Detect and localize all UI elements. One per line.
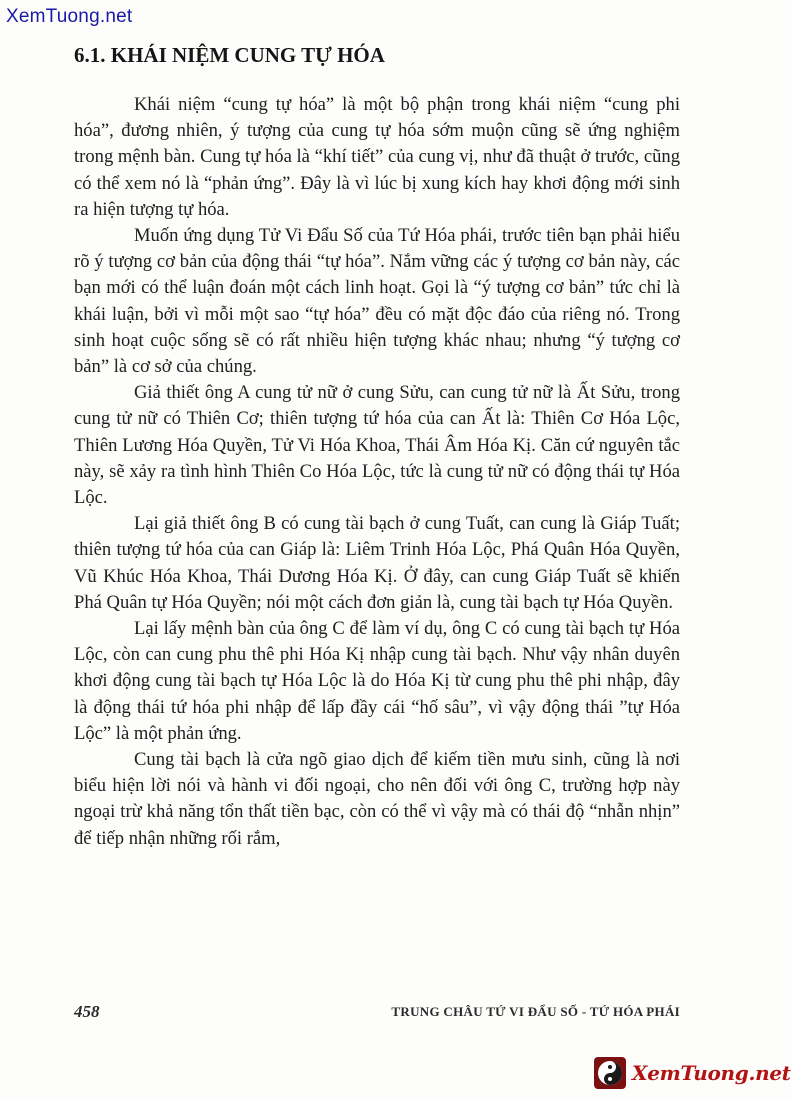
yin-yang-icon bbox=[594, 1057, 626, 1089]
page-footer bbox=[74, 1002, 680, 1026]
site-logo bbox=[594, 1056, 791, 1090]
paragraph-5: Lại lấy mệnh bàn của ông C để làm ví dụ, ông C có cung tài bạch tự Hóa Lộc, còn can cung phu thê phi Hóa Kị nhập cung tài bạch. Như vậy nhân duyên khơi động cung tài bạch tự Hóa Lộc là do Hóa Kị từ cung phu thê phi nhập, đây là động thái tứ hóa phi nhập để lấp đầy cái “hố sâu”, vì vậy động thái ”tự Hóa Lộc” là một phản ứng. bbox=[74, 618, 680, 744]
paragraph-3: Giả thiết ông A cung tử nữ ở cung Sửu, can cung tử nữ là Ất Sửu, trong cung tử nữ có Thiên Cơ; thiên tượng tứ hóa của can Ất là: Thiên Cơ Hóa Lộc, Thiên Lương Hóa Quyền, Tử Vi Hóa Khoa, Thái Âm Hóa Kị. Căn cứ nguyên tắc này, sẽ xảy ra tình hình Thiên Co Hóa Lộc, tức là cung tử nữ có động thái tự Hóa Lộc. bbox=[74, 382, 680, 509]
paragraph-4: Lại giả thiết ông B có cung tài bạch ở cung Tuất, can cung là Giáp Tuất; thiên tượng tứ hóa của can Giáp là: Liêm Trinh Hóa Lộc, Phá Quân Hóa Quyền, Vũ Khúc Hóa Khoa, Thái Dương Hóa Kị. Ở đây, can cung Giáp Tuất sẽ khiến Phá Quân tự Hóa Quyền; nói một cách đơn giản là, cung tài bạch tự Hóa Quyền. bbox=[74, 513, 680, 613]
paragraph-1: Khái niệm “cung tự hóa” là một bộ phận trong khái niệm “cung phi hóa”, đương nhiên, ý tượng của cung tự hóa sớm muộn cũng sẽ ứng nghiệm trong mệnh bàn. Cung tự hóa là “khí tiết” của cung vị, như đã thuật ở trước, cũng có thể xem nó là “phản ứng”. Đây là vì lúc bị xung kích hay khơi động mới sinh ra hiện tượng tự hóa. bbox=[74, 94, 680, 220]
paragraph-6: Cung tài bạch là cửa ngõ giao dịch để kiếm tiền mưu sinh, cũng là nơi biểu hiện lời nói và hành vi đối ngoại, cho nên đối với ông C, trường hợp này ngoại trừ khả năng tổn thất tiền bạc, còn có thể vì vậy mà có thái độ “nhẫn nhịn” để tiếp nhận những rối rắm, bbox=[74, 749, 680, 849]
section-heading: 6.1. KHÁI NIỆM CUNG TỰ HÓA bbox=[74, 43, 385, 67]
paragraph-2: Muốn ứng dụng Tử Vi Đẩu Số của Tứ Hóa phái, trước tiên bạn phải hiểu rõ ý tượng cơ bản của động thái “tự hóa”. Nắm vững các ý tượng cơ bản này, các bạn mới có thể luận đoán một cách linh hoạt. Gọi là “ý tượng cơ bản” tức chỉ là khái luận, bởi vì mỗi một sao “tự hóa” đều có mặt độc đáo của riêng nó. Trong sinh hoạt cuộc sống sẽ có rất nhiều hiện tượng khác nhau; nhưng “ý tượng cơ bản” là cơ sở của chúng. bbox=[74, 225, 680, 378]
site-watermark: XemTuong.net bbox=[6, 6, 133, 27]
logo-text: XemTuong.net bbox=[632, 1061, 791, 1085]
page-number: 458 bbox=[74, 1002, 100, 1021]
body-text bbox=[74, 92, 680, 852]
running-title: TRUNG CHÂU TỨ VI ĐẨU SỐ - TỨ HÓA PHÁI bbox=[391, 1004, 680, 1019]
